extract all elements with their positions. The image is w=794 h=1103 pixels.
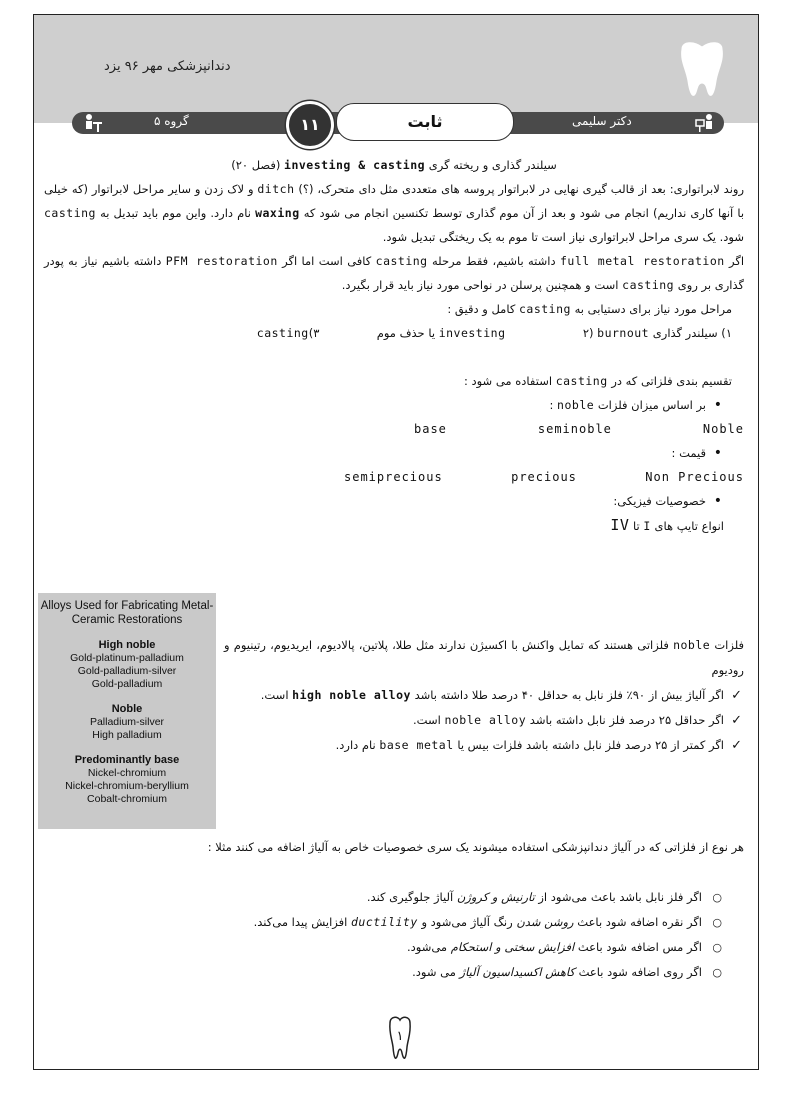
sidebox-item: Gold-platinum-palladium: [70, 652, 184, 664]
group-label: گروه ۵: [154, 114, 189, 128]
effect-item: ○ اگر نقره اضافه شود باعث روشن شدن رنگ آلیاژ می‌شود و ductility افزایش پیدا می‌کند.: [44, 910, 724, 935]
bullet-noble-amount: • بر اساس میزان فلزات noble :: [44, 393, 724, 417]
paragraph-lab-process: روند لابراتواری: بعد از قالب گیری نهایی در لابراتوار پروسه های متعددی مثل دای متحرک، (؟) ditch و لاک زدن و سایر مراحل لابراتوار (که خیلی با آنها کاری نداریم) انجام می شود و بعد از آن موم گذاری توسط تکنسین انجام می شود که waxing نام دارد. واین موم باید تبدیل به casting شود. یک سری مراحل لابراتواری نیاز است تا موم به یک ریختگی تبدیل شود.: [44, 182, 745, 244]
row-price-types: semiprecious precious Non Precious: [344, 470, 744, 484]
classification-intro: تقسیم بندی فلزاتی که در casting استفاده می شود :: [463, 374, 732, 388]
sidebox-item: High palladium: [92, 729, 162, 741]
noble-definition: فلزات noble فلزاتی هستند که تمایل واکنش با اکسیژن ندارند مثل طلا، پلاتین، پالادیوم، ایریدیوم، رتینیوم و رودیوم: [224, 638, 745, 677]
sidebox-group-head: High noble: [98, 639, 156, 651]
check-noble: ✓ اگر حداقل ۲۵ درصد فلز نابل داشته باشد noble alloy است.: [224, 708, 744, 733]
sidebox-item: Nickel-chromium-beryllium: [65, 780, 189, 792]
step-1: ۱) سیلندر گذاری investing: [438, 326, 732, 340]
bullet-physical: • خصوصیات فیزیکی:: [44, 489, 724, 513]
sidebox-item: Gold-palladium-silver: [77, 665, 177, 677]
effect-item: ○ اگر فلز نابل باشد باعث می‌شود از تارنیش و کروژن آلیاژ جلوگیری کند.: [44, 885, 724, 910]
steps-list: [44, 321, 744, 345]
step-3: casting(۳: [256, 326, 320, 340]
effect-item: ○ اگر روی اضافه شود باعث کاهش اکسیداسیون آلیاژ می شود.: [44, 960, 724, 985]
sidebox-item: Palladium-silver: [89, 716, 165, 728]
bullet-price: • قیمت :: [44, 441, 724, 465]
check-base-metal: ✓ اگر کمتر از ۲۵ درصد فلز نابل داشته باشد فلزات بیس یا base metal نام دارد.: [224, 733, 744, 758]
sidebox-item: Gold-palladium: [91, 678, 163, 690]
section-title: سیلندر گذاری و ریخته گری investing & casting (فصل ۲۰): [231, 158, 557, 172]
session-number: ۱۱: [286, 101, 334, 149]
school-title: دندانپزشکی مهر ۹۶ یزد: [104, 59, 231, 74]
effects-list: [44, 885, 744, 985]
sidebox-item: Cobalt-chromium: [87, 793, 167, 805]
subject-title: ثابت: [336, 103, 514, 141]
steps-intro: مراحل مورد نیاز برای دستیابی به casting کامل و دقیق :: [447, 302, 732, 316]
effect-item: ○ اگر مس اضافه شود باعث افزایش سختی و استحکام می‌شود.: [44, 935, 724, 960]
tooth-logo-icon: [674, 39, 730, 103]
alloy-sidebox: [38, 593, 216, 829]
sidebox-title: Alloys Used for Fabricating Metal-Ceramic Restorations: [40, 600, 214, 626]
row-noble-types: base seminoble Noble: [414, 422, 744, 436]
properties-intro: هر نوع از فلزاتی که در آلیاژ دندانپزشکی استفاده میشوند یک سری خصوصیات خاص به آلیاژ اضافه می کنند مثلا :: [207, 840, 744, 854]
paragraph-restoration: اگر full metal restoration داشته باشیم، فقط مرحله casting کافی است اما اگر PFM restoration داشته باشیم نیاز به پودر گذاری بر روی casting است و همچنین پرسلن در نواحی مورد نیاز باید قرار بگیرد.: [44, 254, 745, 292]
teacher-board-icon: [694, 112, 716, 134]
teacher-desk-icon: [82, 112, 104, 134]
main-content: [44, 153, 744, 538]
teacher-name: دکتر سلیمی: [572, 114, 632, 128]
types-range: انواع تایپ های I تا IV: [610, 516, 724, 534]
step-2: ۲) burnout یا حذف موم: [376, 326, 650, 340]
page-number: ۱: [396, 1029, 404, 1044]
check-high-noble: ✓ اگر آلیاژ بیش از ۹۰٪ فلز نابل به حداقل ۴۰ درصد طلا داشته باشد high noble alloy است.: [224, 683, 744, 708]
sidebox-item: Nickel-chromium: [87, 767, 167, 779]
sidebox-group-head: Noble: [111, 703, 143, 715]
noble-section: [224, 633, 744, 758]
sidebox-group-head: Predominantly base: [74, 754, 180, 766]
page-frame: [33, 14, 759, 1070]
